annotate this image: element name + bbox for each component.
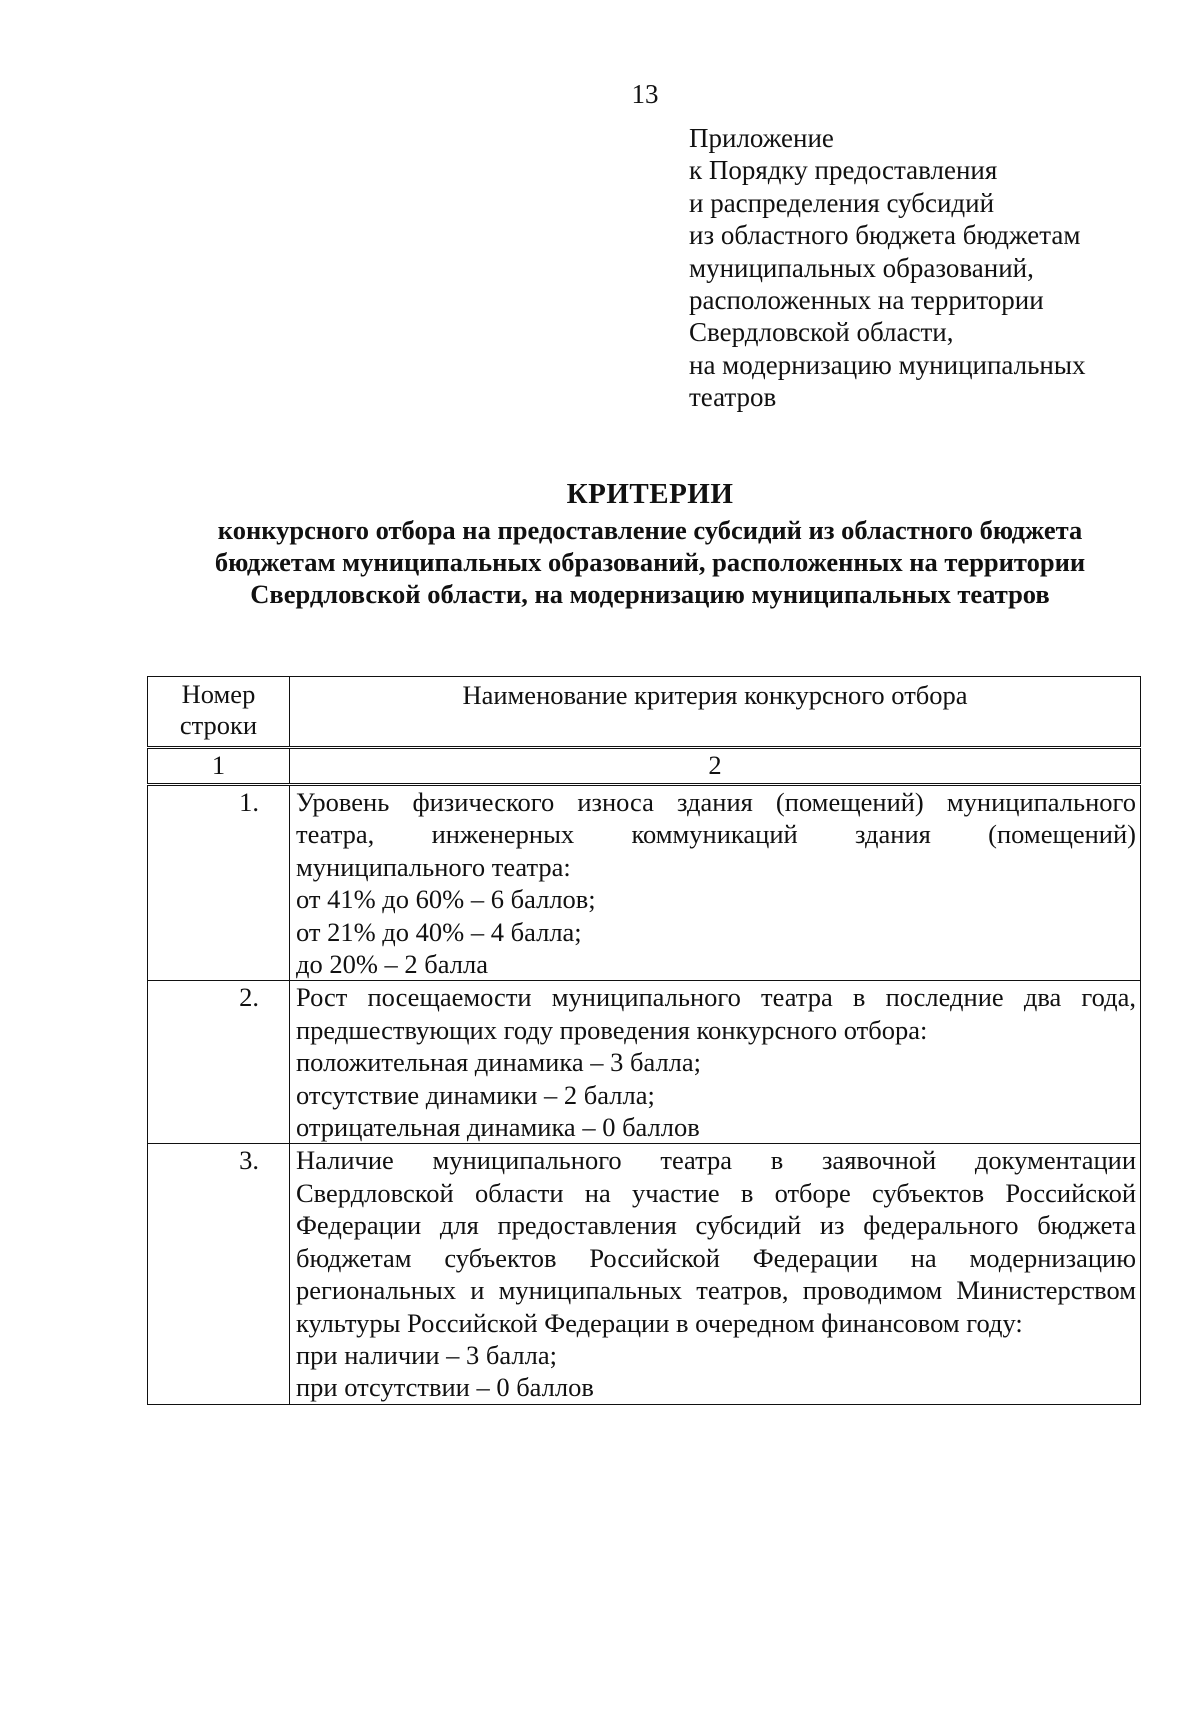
appendix-line: расположенных на территории bbox=[689, 285, 1044, 316]
appendix-block bbox=[689, 122, 1169, 414]
criterion-line: положительная динамика – 3 балла; bbox=[296, 1047, 702, 1078]
appendix-line: муниципальных образований, bbox=[689, 252, 1034, 283]
row-number: 3. bbox=[148, 1144, 290, 1404]
criterion-line: бюджетам субъектов Российской Федерации на модернизацию bbox=[296, 1242, 1136, 1273]
criterion-line: региональных и муниципальных театров, проводимом Министерством bbox=[296, 1275, 1136, 1306]
criterion-line: при наличии – 3 балла; bbox=[296, 1339, 557, 1370]
criterion-line: от 41% до 60% – 6 баллов; bbox=[296, 884, 596, 915]
document-title bbox=[150, 474, 1150, 610]
criterion-line: Федерации для предоставления субсидий из федерального бюджета bbox=[296, 1210, 1136, 1241]
table-index-row bbox=[148, 748, 1141, 785]
criterion-line: культуры Российской Федерации в очередном финансовом году: bbox=[296, 1307, 1023, 1338]
criterion-line: Наличие муниципального театра в заявочной документации bbox=[296, 1145, 1136, 1176]
table-row bbox=[148, 785, 1141, 981]
criterion-text bbox=[290, 1144, 1141, 1404]
page-number: 13 bbox=[631, 79, 659, 109]
criterion-line: Свердловской области на участие в отборе субъектов Российской bbox=[296, 1177, 1136, 1208]
appendix-line: к Порядку предоставления bbox=[689, 155, 998, 186]
table-row bbox=[148, 981, 1141, 1144]
criterion-line: муниципального театра: bbox=[296, 851, 571, 882]
header-row-number-line2: строки bbox=[179, 710, 258, 740]
appendix-line: и распределения субсидий bbox=[689, 187, 995, 218]
appendix-line: Приложение bbox=[689, 123, 834, 153]
criteria-table bbox=[147, 676, 1141, 1405]
title-heading: КРИТЕРИИ bbox=[566, 478, 734, 510]
header-row-number bbox=[148, 677, 290, 748]
appendix-line: театров bbox=[689, 382, 777, 413]
criterion-line: театра, инженерных коммуникаций здания (помещений) bbox=[296, 819, 1136, 850]
criterion-line: до 20% – 2 балла bbox=[296, 949, 488, 980]
criterion-text bbox=[290, 785, 1141, 981]
criterion-text bbox=[290, 981, 1141, 1144]
appendix-line: на модернизацию муниципальных bbox=[689, 349, 1086, 380]
criterion-line: предшествующих году проведения конкурсного отбора: bbox=[296, 1014, 928, 1045]
index-col-1: 1 bbox=[148, 748, 290, 785]
criterion-line: при отсутствии – 0 баллов bbox=[296, 1372, 594, 1403]
criterion-line: отрицательная динамика – 0 баллов bbox=[296, 1112, 700, 1143]
criterion-line: Уровень физического износа здания (помещений) муниципального bbox=[296, 787, 1136, 817]
header-row-number-line1: Номер bbox=[181, 679, 256, 709]
title-subtitle-line: Свердловской области, на модернизацию муниципальных театров bbox=[250, 579, 1050, 609]
row-number: 2. bbox=[148, 981, 290, 1144]
criterion-line: отсутствие динамики – 2 балла; bbox=[296, 1079, 655, 1110]
appendix-line: Свердловской области, bbox=[689, 317, 954, 348]
header-criterion-name: Наименование критерия конкурсного отбора bbox=[290, 677, 1141, 748]
criterion-line: от 21% до 40% – 4 балла; bbox=[296, 916, 582, 947]
table-header-row bbox=[148, 677, 1141, 748]
title-subtitle-line: конкурсного отбора на предоставление субсидий из областного бюджета bbox=[217, 515, 1083, 545]
appendix-line: из областного бюджета бюджетам bbox=[689, 220, 1081, 251]
table-row bbox=[148, 1144, 1141, 1404]
index-col-2: 2 bbox=[290, 748, 1141, 785]
row-number: 1. bbox=[148, 785, 290, 981]
criterion-line: Рост посещаемости муниципального театра в последние два года, bbox=[296, 982, 1136, 1013]
title-subtitle-line: бюджетам муниципальных образований, расположенных на территории bbox=[214, 547, 1086, 577]
